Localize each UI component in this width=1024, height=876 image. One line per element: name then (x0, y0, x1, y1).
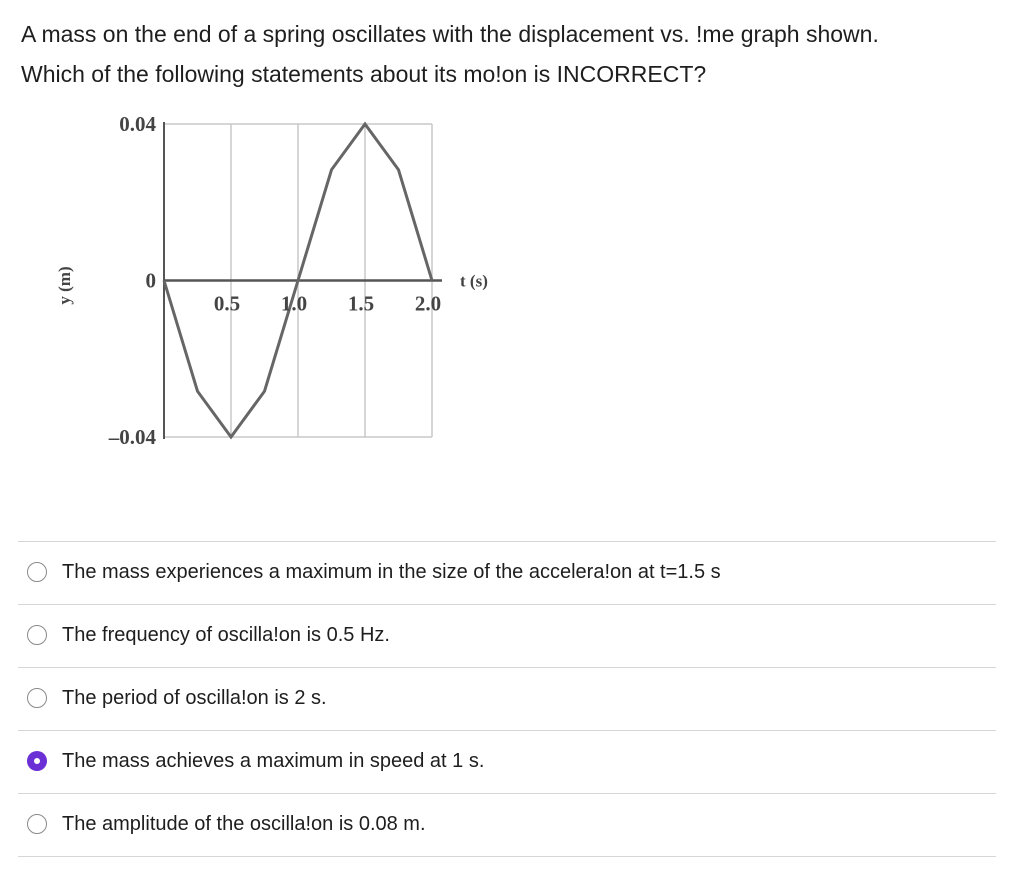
answer-option-label: The mass achieves a maximum in speed at 1 s. (62, 750, 485, 772)
answer-options (18, 541, 996, 857)
answer-option-label: The period of oscilla!on is 2 s. (62, 687, 327, 709)
answer-option-label: The mass experiences a maximum in the size of the accelera!on at t=1.5 s (62, 561, 721, 583)
y-tick-label: 0.04 (119, 112, 156, 136)
radio-button[interactable] (27, 625, 47, 645)
radio-button[interactable] (27, 751, 47, 771)
answer-option-label: The amplitude of the oscilla!on is 0.08 m. (62, 813, 426, 835)
y-axis-title: y (m) (55, 266, 74, 305)
answer-option-2[interactable] (18, 604, 996, 667)
answer-option-5[interactable] (18, 793, 996, 857)
x-tick-labels (214, 292, 441, 316)
y-tick-labels (108, 112, 157, 449)
y-tick-label: –0.04 (108, 425, 156, 449)
question-line-1: A mass on the end of a spring oscillates with the displacement vs. !me graph shown. (21, 21, 879, 47)
radio-button[interactable] (27, 814, 47, 834)
answer-option-4[interactable] (18, 730, 996, 793)
x-tick-label: 1.0 (280, 291, 308, 316)
chart-axes (164, 122, 442, 439)
answer-option-label: The frequency of oscilla!on is 0.5 Hz. (62, 624, 390, 646)
displacement-time-graph (0, 100, 560, 490)
radio-button[interactable] (27, 688, 47, 708)
x-tick-label: 0.5 (213, 291, 241, 316)
radio-button[interactable] (27, 562, 47, 582)
question-text (21, 14, 1011, 94)
answer-option-3[interactable] (18, 667, 996, 730)
question-line-2: Which of the following statements about its mo!on is INCORRECT? (21, 61, 707, 87)
x-axis-title: t (s) (460, 271, 488, 291)
y-tick-label: 0 (145, 268, 156, 293)
x-tick-label: 1.5 (347, 291, 375, 316)
answer-option-1[interactable] (18, 541, 996, 604)
x-tick-label: 2.0 (414, 291, 442, 316)
